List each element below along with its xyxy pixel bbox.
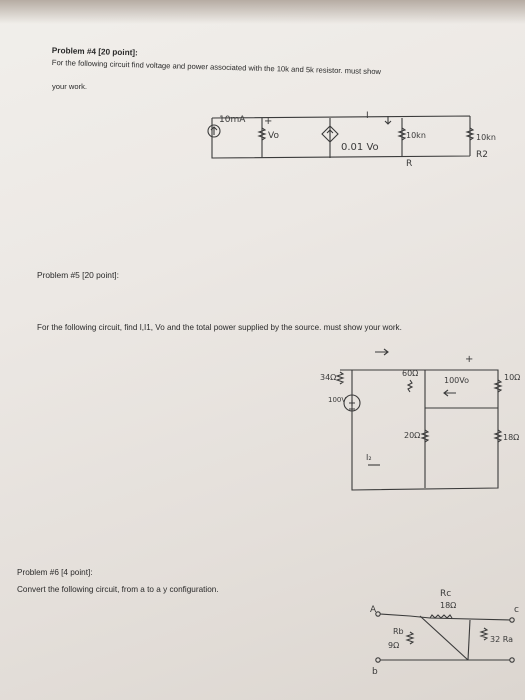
- label-100v: 100V: [328, 396, 347, 404]
- problem4-prompt: For the following circuit find voltage and power associated with the 10k and 5k resistor. must show: [51, 58, 382, 77]
- problem6-prompt: Convert the following circuit, from a to a y configuration.: [17, 585, 219, 594]
- label-node-b: b: [372, 667, 378, 677]
- resistor-icon-rb: [407, 632, 413, 644]
- label-rb-val: 9Ω: [388, 641, 400, 650]
- label-r2: R2: [476, 150, 488, 160]
- label-100vo: 100Vo: [444, 376, 470, 385]
- resistor-icon-ra: [481, 628, 487, 640]
- label-current-i: I: [366, 111, 369, 121]
- resistor-icon-34: [337, 372, 343, 384]
- label-rb: Rb: [393, 627, 404, 636]
- label-60: 60Ω: [402, 369, 419, 378]
- label-10: 10Ω: [504, 373, 521, 382]
- label-vo-plus-5: +: [465, 354, 474, 365]
- label-dep-source: 0.01 Vo: [341, 142, 379, 153]
- problem4-title: Problem #4 [20 point]:: [51, 46, 138, 58]
- label-10ma: 10mA: [219, 115, 246, 125]
- label-r2-val: 10kn: [476, 133, 496, 142]
- label-34: 34Ω: [320, 373, 337, 382]
- label-r: R: [406, 159, 413, 169]
- label-node-a: A: [370, 605, 377, 615]
- label-r1: 10kn: [406, 131, 426, 140]
- problem5-title: Problem #5 [20 point]:: [37, 270, 119, 280]
- label-vo: Vo: [268, 131, 279, 141]
- problem6-title: Problem #6 [4 point]:: [17, 568, 93, 577]
- label-20: 20Ω: [404, 431, 421, 440]
- label-i2: I₂: [366, 453, 372, 462]
- label-rc-val: 18Ω: [440, 601, 457, 610]
- label-vo-plus: +: [264, 116, 273, 127]
- label-ra: 32 Ra: [490, 635, 514, 644]
- label-18: 18Ω: [503, 433, 520, 442]
- problem4-prompt-cont: your work.: [52, 82, 88, 91]
- label-rc: Rc: [440, 589, 452, 599]
- circuit-problem5: [337, 349, 501, 490]
- label-node-c: c: [514, 605, 519, 615]
- problem5-prompt: For the following circuit, find I,I1, Vo and the total power supplied by the source. must show your work.: [37, 323, 402, 332]
